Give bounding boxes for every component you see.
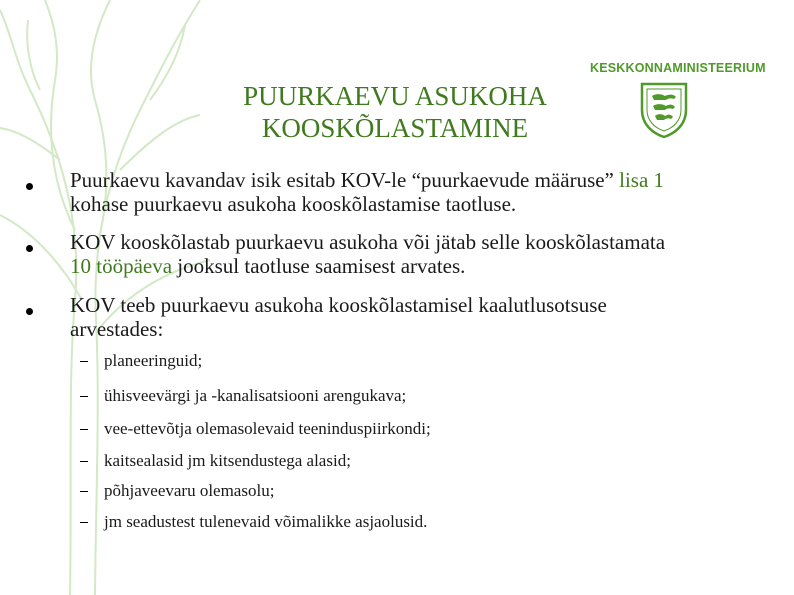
dash-icon <box>80 361 88 362</box>
sub-list-item: vee-ettevõtja olemasolevaid teeninduspiirkondi; <box>80 418 720 440</box>
sub-list-item: planeeringuid; <box>80 350 720 372</box>
slide-title <box>170 80 620 144</box>
dash-icon <box>80 396 88 397</box>
bullet-dot <box>26 308 33 315</box>
dash-icon <box>80 522 88 523</box>
ministry-name: KESKKONNAMINISTEERIUM <box>590 61 766 75</box>
coat-of-arms-icon <box>638 80 690 140</box>
highlight-lisa: lisa 1 <box>619 168 665 192</box>
dash-icon <box>80 491 88 492</box>
sub-list-item: jm seadustest tulenevaid võimalikke asjaolusid. <box>80 511 720 533</box>
bullet-text: KOV kooskõlastab puurkaevu asukoha või jätab selle kooskõlastamata <box>70 230 666 254</box>
sub-list-item: kaitsealasid jm kitsendustega alasid; <box>80 450 720 472</box>
slide-title-line2: KOOSKÕLASTAMINE <box>261 113 529 143</box>
sub-list-item: põhjaveevaru olemasolu; <box>80 480 720 502</box>
highlight-deadline: 10 tööpäeva <box>70 254 173 278</box>
bullet-text: Puurkaevu kavandav isik esitab KOV-le “puurkaevude määruse” <box>70 168 620 192</box>
bullet-dot <box>26 183 33 190</box>
bullet-text: KOV teeb puurkaevu asukoha kooskõlastamisel kaalutlusotsuse <box>70 293 607 317</box>
dash-icon <box>80 429 88 430</box>
bullet-text: kohase puurkaevu asukoha kooskõlastamise taotluse. <box>70 192 517 216</box>
sub-list-item: ühisveevärgi ja -kanalisatsiooni arengukava; <box>80 385 720 407</box>
bullet-text: arvestades: <box>70 317 164 341</box>
slide-title-line1: PUURKAEVU ASUKOHA <box>243 81 547 111</box>
bullet-dot <box>26 245 33 252</box>
dash-icon <box>80 461 88 462</box>
bullet-text: jooksul taotluse saamisest arvates. <box>172 254 466 278</box>
